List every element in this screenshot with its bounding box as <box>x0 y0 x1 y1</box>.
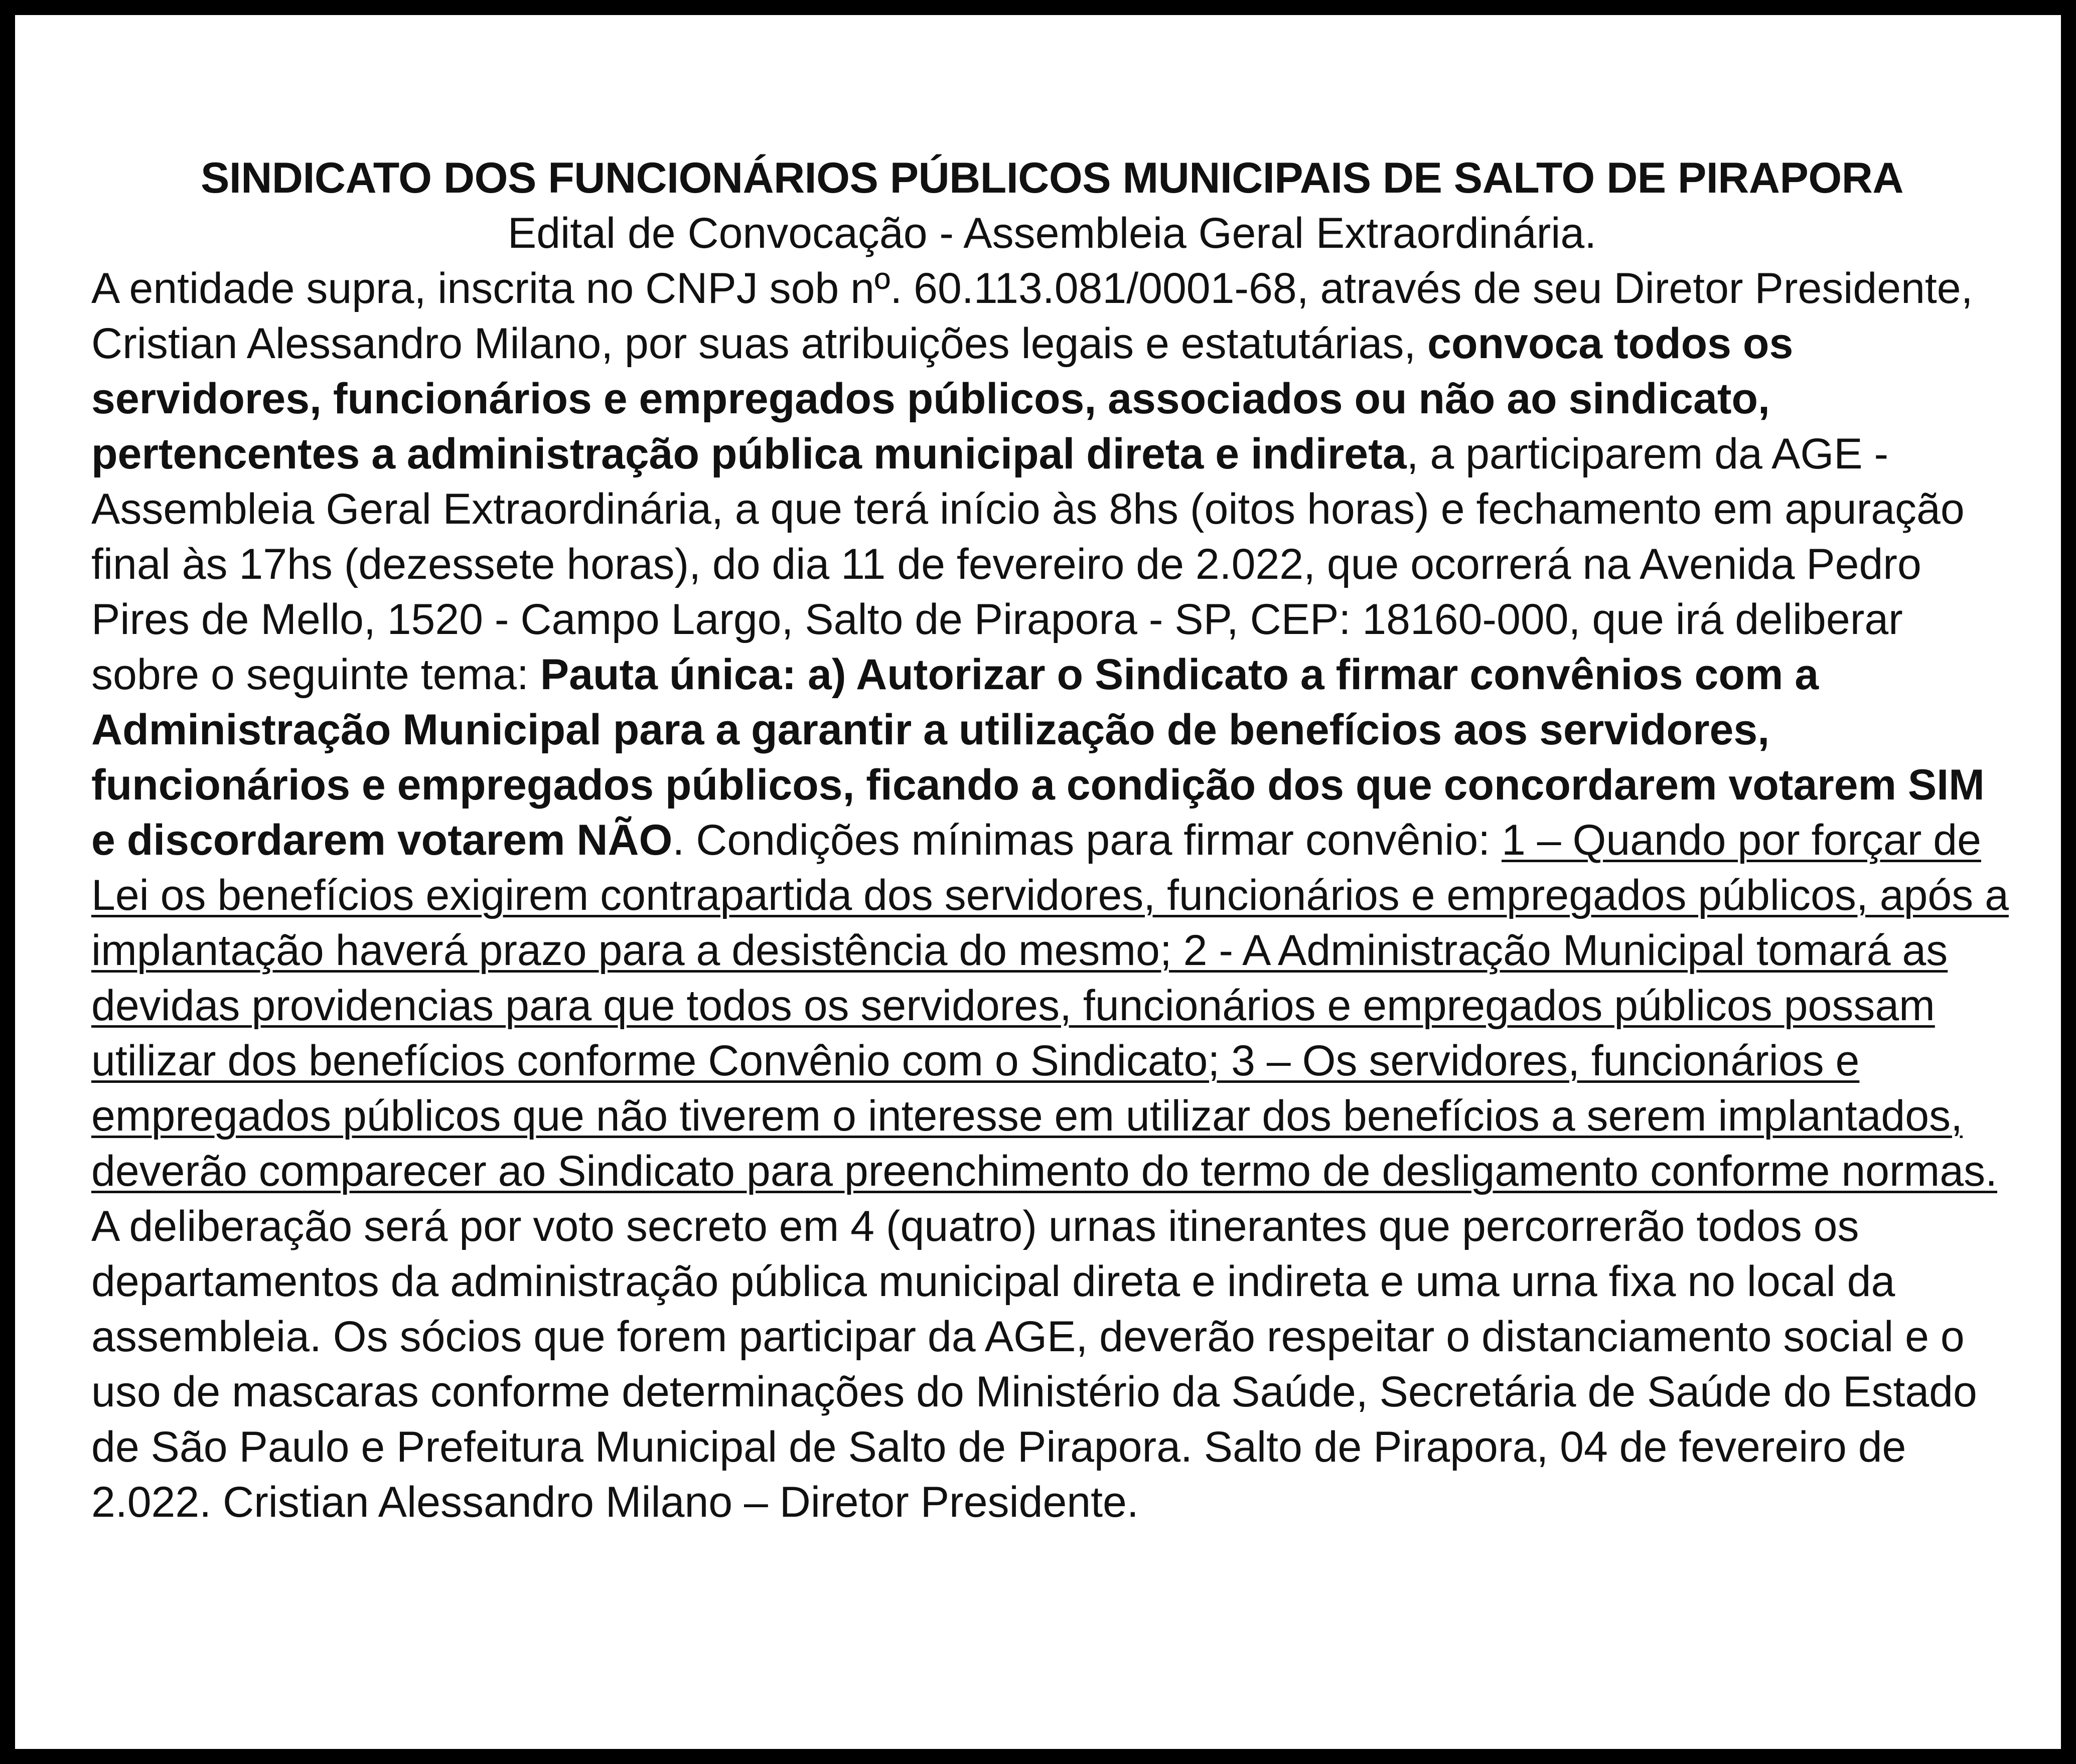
closing-text: A deliberação será por voto secreto em 4 (quatro) urnas itinerantes que percorrerão todos os departamentos da administração pública municipal direta e indireta e uma urna fixa no local da assembleia. Os sócios que forem participar da AGE, deverão respeitar o distanciamento social e o uso de mascaras conforme determinações do Ministério da Saúde, Secretária de Saúde do Estado de São Paulo e Prefeitura Municipal de Salto de Pirapora. Salto de Pirapora, 04 de fevereiro de 2.022. Cristian Alessandro Milano – Diretor Presidente. <box>91 1202 1977 1526</box>
notice-subtitle: Edital de Convocação - Assembleia Geral Extraordinária. <box>507 209 1597 257</box>
convocation-text: convoca todos os servidores, funcionários e empregados públicos, associados ou não ao sindicato, pertencentes a administração pública municipal direta e indireta <box>91 319 1794 478</box>
intro-text: A entidade supra, inscrita no CNPJ sob nº. 60.113.081/0001-68, através de seu Diretor Presidente, Cristian Alessandro Milano, por suas atribuições legais e estatutárias, <box>91 264 1973 368</box>
notice-content <box>91 150 2013 1530</box>
conditions-lead-text: . Condições mínimas para firmar convênio: <box>672 816 1502 864</box>
notice-body <box>91 261 2013 1530</box>
agenda-text: Pauta única: a) Autorizar o Sindicato a firmar convênios com a Administração Municipal para a garantir a utilização de benefícios aos servidores, funcionários e empregados públicos, ficando a condição dos que concordarem votarem SIM e discordarem votarem NÃO <box>91 651 1985 864</box>
assembly-details-text: , a participarem da AGE - Assembleia Geral Extraordinária, a que terá início às 8hs (oitos horas) e fechamento em apuração final às 17hs (dezessete horas), do dia 11 de fevereiro de 2.022, que ocorrerá na Avenida Pedro Pires de Mello, 1520 - Campo Largo, Salto de Pirapora - SP, CEP: 18160-000, que irá deliberar sobre o seguinte tema: <box>91 430 1965 699</box>
notice-title: SINDICATO DOS FUNCIONÁRIOS PÚBLICOS MUNICIPAIS DE SALTO DE PIRAPORA <box>201 154 1903 202</box>
conditions-text: 1 – Quando por forçar de Lei os benefícios exigirem contrapartida dos servidores, funcionários e empregados públicos, após a implantação haverá prazo para a desistência do mesmo; 2 - A Administração Municipal tomará as devidas providencias para que todos os servidores, funcionários e empregados públicos possam utilizar dos benefícios conforme Convênio com o Sindicato; 3 – Os servidores, funcionários e empregados públicos que não tiverem o interesse em utilizar dos benefícios a serem implantados, deverão comparecer ao Sindicato para preenchimento do termo de desligamento conforme normas. <box>91 816 2009 1195</box>
